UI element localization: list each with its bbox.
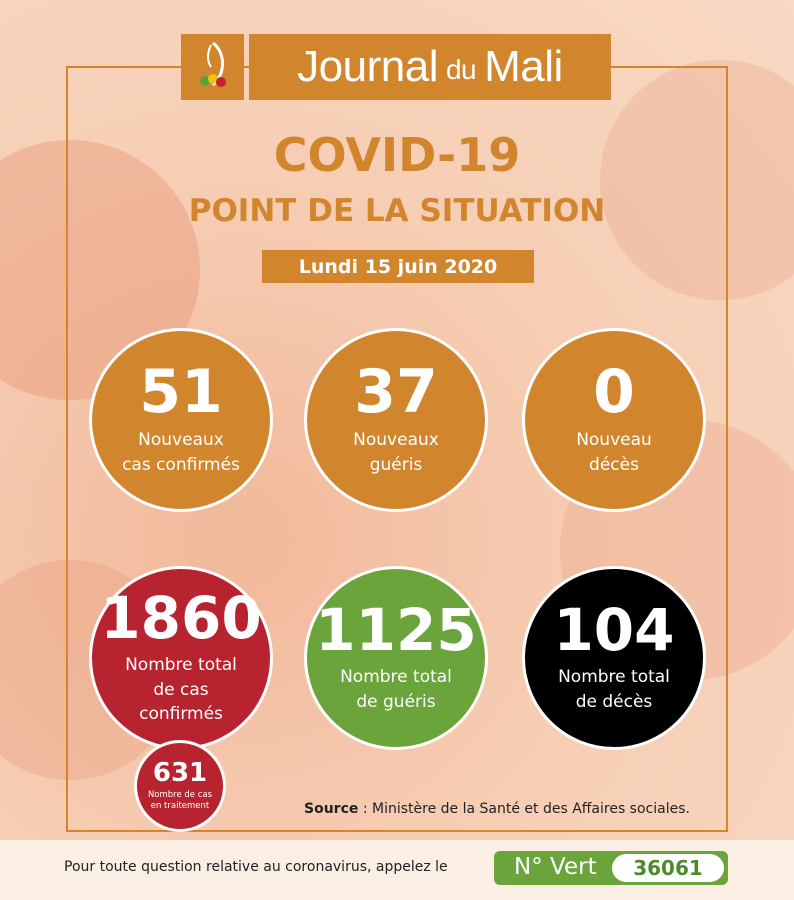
stat-value: 51: [139, 357, 223, 428]
stat-label: Nouveau: [576, 430, 652, 451]
stat-value: 1125: [315, 596, 477, 665]
source-prefix: Source: [304, 801, 359, 817]
stat-label: Nombre total: [340, 667, 452, 688]
stat-value: 631: [152, 758, 208, 789]
brand-main: Journal: [297, 42, 438, 91]
footer-text: Pour toute question relative au coronavirus, appelez le: [64, 859, 448, 875]
stat-new-recovered: [304, 328, 488, 512]
stat-label: Nouveaux: [138, 430, 224, 451]
stat-label: décès: [589, 455, 639, 475]
stat-in-treatment: [134, 740, 226, 832]
stat-total-deaths: [522, 566, 706, 750]
stat-label: guéris: [369, 455, 423, 475]
stat-new-confirmed: [89, 328, 273, 512]
brand-du: du: [445, 54, 477, 85]
date-banner: Lundi 15 juin 2020: [262, 250, 534, 283]
stat-value: 0: [593, 357, 635, 428]
hotline-badge: [494, 851, 728, 885]
stat-label: en traitement: [150, 801, 210, 811]
brand-name: [249, 34, 611, 100]
stat-label: de décès: [575, 692, 653, 712]
stat-label: de guéris: [356, 692, 436, 712]
source-text: : Ministère de la Santé et des Affaires sociales.: [358, 801, 690, 817]
stat-new-deaths: [522, 328, 706, 512]
stat-label: cas confirmés: [122, 455, 240, 475]
stat-value: 1860: [100, 584, 262, 653]
stat-value: 37: [354, 357, 438, 428]
stat-label: Nombre de cas: [147, 790, 213, 801]
stat-label: Nouveaux: [353, 430, 439, 451]
stat-value: 104: [553, 596, 675, 665]
hotline-label: N° Vert: [514, 854, 597, 880]
page-subtitle: POINT DE LA SITUATION: [188, 193, 606, 229]
source-note: [304, 801, 690, 817]
stat-total-confirmed: [89, 566, 273, 750]
stat-label: confirmés: [139, 704, 223, 725]
stat-total-recovered: [304, 566, 488, 750]
brand-end: Mali: [484, 42, 563, 91]
stat-label: de cas: [153, 679, 209, 700]
logo: [181, 34, 244, 100]
stat-label: Nombre total: [558, 667, 670, 688]
stat-label: Nombre total: [125, 655, 237, 676]
hotline-number: 36061: [612, 854, 724, 882]
logo-icon: [191, 39, 235, 95]
page-title: COVID-19: [273, 128, 521, 182]
